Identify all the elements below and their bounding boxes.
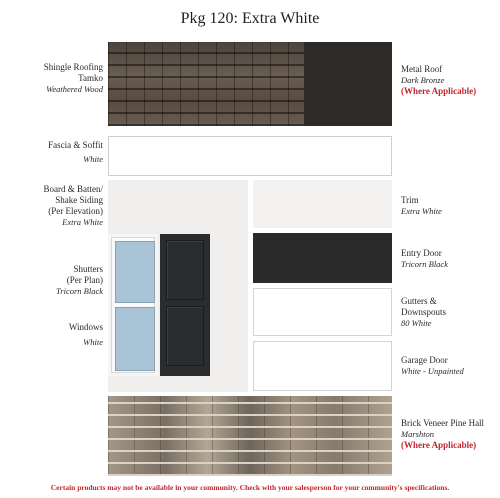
availability-disclaimer: Certain products may not be available in your community. Check with your salesperson for your community's specifications. [50,483,450,492]
gutters-label: Gutters & Downspouts 80 White [401,296,447,328]
brick-label: Brick Veneer Pine Hall Marshton (Where Applicable) [401,418,485,450]
window-lower-pane [115,307,155,371]
trim-label: Trim Extra White [401,195,442,216]
trim-swatch [253,180,392,228]
window-upper-pane [115,241,155,303]
shingle-swatch [108,42,304,126]
windows-label: Windows White [68,322,103,347]
brick-swatch [108,396,392,476]
siding-label: Board & Batten/ Shake Siding (Per Elevation) Extra White [43,184,103,227]
metal-roof-swatch [304,42,392,126]
shingle-label: Shingle Roofing Tamko Weathered Wood [43,62,103,94]
shutter-lower-panel [166,306,204,366]
fascia-swatch [108,136,392,176]
garage-door-label: Garage Door White - Unpainted [401,355,464,376]
entry-door-swatch [253,233,392,283]
gutters-swatch [253,288,392,336]
entry-door-label: Entry Door Tricorn Black [401,248,448,269]
fascia-label: Fascia & Soffit White [48,140,103,164]
metal-roof-label: Metal Roof Dark Bronze (Where Applicable) [401,64,477,96]
garage-door-swatch [253,341,392,391]
shutter-swatch [160,234,210,376]
page-title: Pkg 120: Extra White [180,10,320,27]
window-swatch [108,234,158,376]
shutter-upper-panel [166,240,204,300]
shutters-label: Shutters (Per Plan) Tricorn Black [56,264,103,296]
